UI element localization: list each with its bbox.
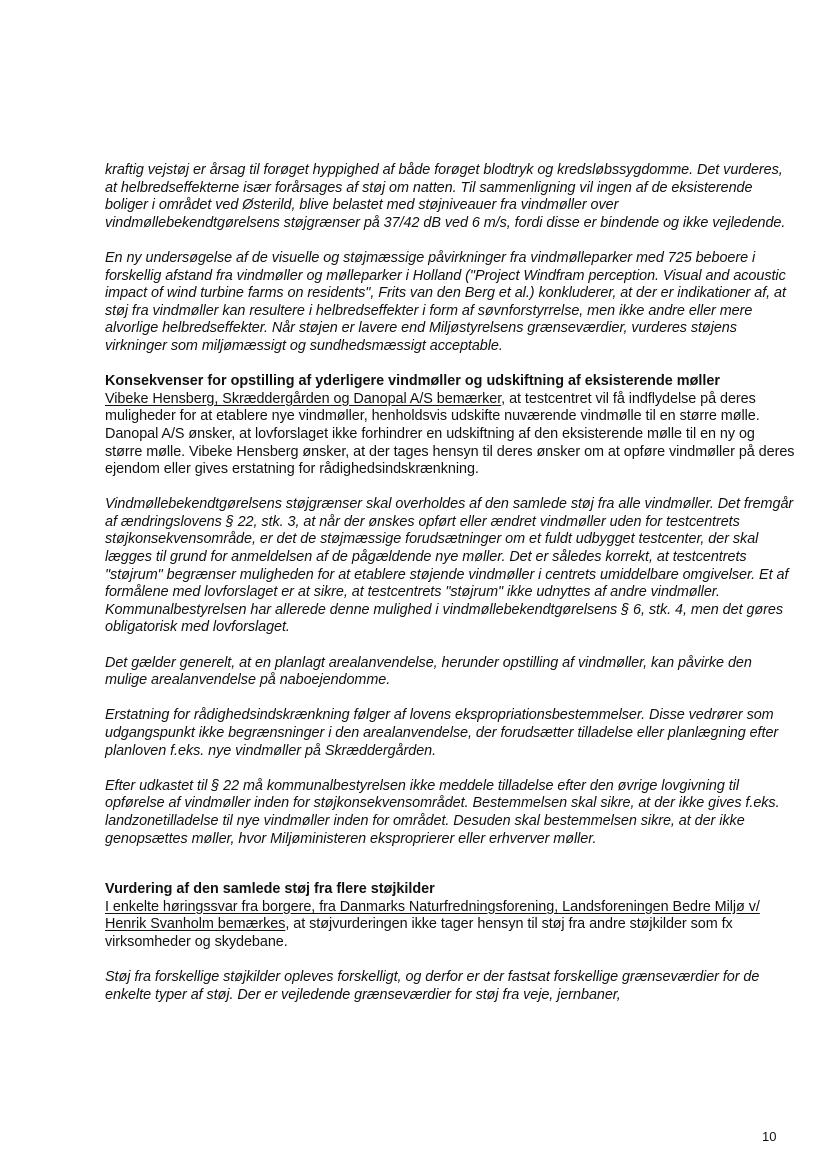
paragraph-section-22: Efter udkastet til § 22 må kommunalbestyrelsen ikke meddele tilladelse efter den øvrige lovgivning til opførelse af vindmøller inden for støjkonsekvensområdet. Bestemmelsen skal sikre, at der ikke gives f.eks. landzonetilladelse til nye vindmøller inden for området. Desuden skal bestemmelsen sikre, at der ikke genopsættes møller, hvor Miljøministeren eksproprierer eller erhverver møller. (105, 777, 780, 847)
paragraph-objection (105, 391, 795, 479)
section-heading: Konsekvenser for opstilling af yderligere vindmøller og udskiftning af eksisterende møller (105, 373, 720, 390)
section-consequences (105, 373, 795, 848)
paragraph-text: , at støjvurderingen ikke tager hensyn til støj fra andre støjkilder som fx virksomheder og skydebane. (105, 916, 733, 950)
paragraph-land-use: Det gælder generelt, at en planlagt arealanvendelse, herunder opstilling af vindmøller, kan påvirke den mulige arealanvendelse på naboejendomme. (105, 654, 752, 689)
underlined-submitters: I enkelte høringssvar fra borgere, fra Danmarks Naturfredningsforening, Landsforeningen Bedre Miljø v/ Henrik Svanholm bemærkes (105, 898, 760, 933)
section-combined-noise (105, 881, 795, 1004)
paragraph-objection (105, 899, 795, 952)
paragraph-windfarm-study: En ny undersøgelse af de visuelle og støjmæssige påvirkninger fra vindmølleparker med 725 beboere i forskellig afstand fra vindmøller og mølleparker i Holland ("Project Windfram perception. Visual and acoustic impact of wind turbine farms on residents", Frits van den Berg et al.) konkluderer, at der er indikationer af, at støj fra vindmøller kan resultere i helbredseffekter i form af søvnforstyrrelse, men ikke andre eller mere alvorlige helbredseffekter. Når støjen er lavere end Miljøstyrelsens grænseværdier, vurderes støjens virkninger som miljømæssigt og sundhedsmæssigt acceptable. (105, 249, 786, 354)
paragraph-noise-sources: Støj fra forskellige støjkilder opleves forskelligt, og derfor er der fastsat forskellige grænseværdier for de enkelte typer af støj. Der er vejledende grænseværdier for støj fra veje, jernbaner, (105, 969, 760, 1003)
underlined-submitters: Vibeke Hensberg, Skræddergården og Danopal A/S bemærker (105, 390, 502, 407)
page-number: 10 (762, 1129, 777, 1144)
paragraph-health-effects: kraftig vejstøj er årsag til forøget hyppighed af både forøget blodtryk og kredsløbssygdomme. Det vurderes, at helbredseffekterne især forårsages af støj om natten. Til sammenligning vil ingen af de eksisterende boliger i området ved Østerild, blive belastet med støjniveauer fra vindmøller over vindmøllebekendtgørelsens støjgrænser på 37/42 dB ved 6 m/s, fordi disse er bindende og ikke vejledende. (105, 162, 786, 231)
section-heading: Vurdering af den samlede støj fra flere støjkilder (105, 881, 435, 898)
paragraph-noise-limits: Vindmøllebekendtgørelsens støjgrænser skal overholdes af den samlede støj fra alle vindmøller. Det fremgår af ændringslovens § 22, stk. 3, at når der ønskes opført eller ændret vindmøller uden for testcentrets støjkonsekvensområde, er det de støjmæssige forudsætninger om et fuldt udbygget testcenter, der skal lægges til grund for anmeldelsen af de pågældende nye møller. Det er således korrekt, at testcentrets "støjrum" begrænser muligheden for at etablere støjende vindmøller i centrets umiddelbare omgivelser. Et af formålene med lovforslaget er at sikre, at testcentrets "støjrum" ikke udnyttes af andre vindmøller. Kommunalbestyrelsen har allerede denne mulighed i vindmøllebekendtgørelsens § 6, stk. 4, men det gøres obligatorisk med lovforslaget. (105, 496, 794, 636)
paragraph-text: , at testcentret vil få indflydelse på deres muligheder for at etablere nye vindmøller, henholdsvis udskifte nuværende vindmølle til en større mølle. Danopal A/S ønsker, at lovforslaget ikke forhindrer en udskiftning af den eksisterende mølle til en ny og større mølle. Vibeke Hensberg ønsker, at der tages hensyn til deres ønsker om at opføre vindmøller på deres ejendom eller gives erstatning for rådighedsindskrænkning. (105, 390, 795, 478)
paragraph-compensation: Erstatning for rådighedsindskrænkning følger af lovens ekspropriationsbestemmelser. Disse vedrører som udgangspunkt ikke begrænsninger i den arealanvendelse, der forudsætter tilladelse eller planlægning efter planloven f.eks. nye vindmøller på Skræddergården. (105, 707, 779, 759)
page-body (105, 162, 795, 1004)
